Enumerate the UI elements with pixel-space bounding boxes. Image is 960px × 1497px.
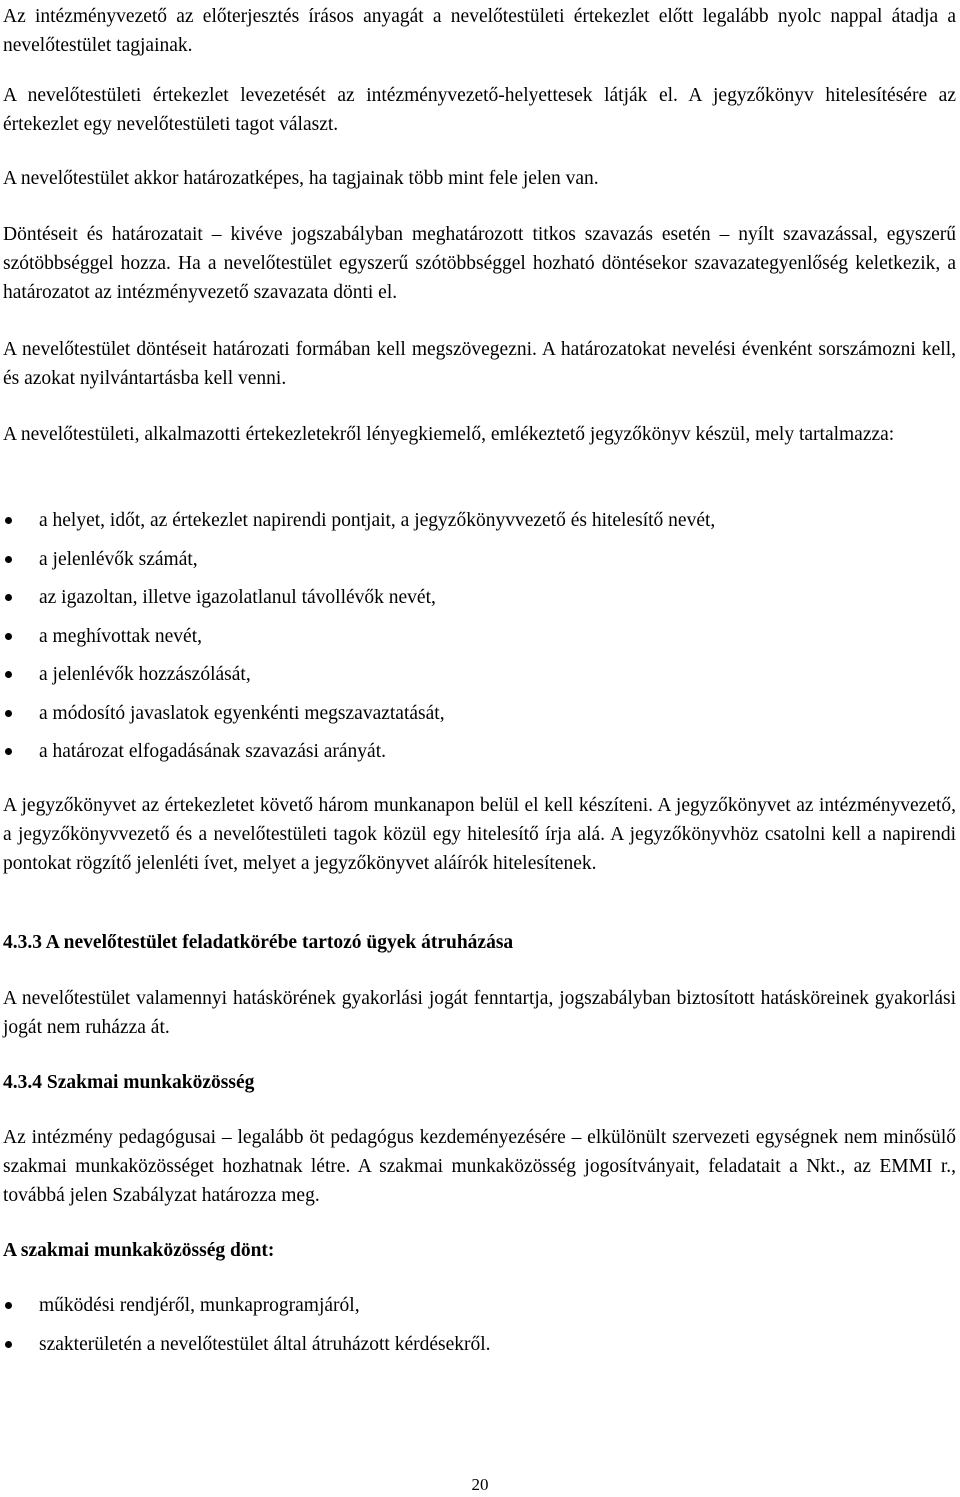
bullet-icon: [5, 633, 12, 640]
list-item: a határozat elfogadásának szavazási arányát.: [3, 737, 956, 776]
bullet-icon: [5, 748, 12, 755]
list-item: a meghívottak nevét,: [3, 622, 956, 661]
list-item: az igazoltan, illetve igazolatlanul távollévők nevét,: [3, 583, 956, 622]
paragraph-quorum: A nevelőtestület akkor határozatképes, ha tagjainak több mint fele jelen van.: [3, 168, 599, 189]
section-heading-delegation: 4.3.3 A nevelőtestület feladatkörébe tartozó ügyek átruházása: [3, 932, 514, 953]
bullet-icon: [5, 517, 12, 524]
paragraph-resolutions: A nevelőtestület döntéseit határozati formában kell megszövegezni. A határozatokat nevelési évenként sorszámozni kell, és azokat nyilvántartásba kell venni.: [3, 339, 956, 389]
paragraph-voting: Döntéseit és határozatait – kivéve jogszabályban meghatározott titkos szavazás esetén – nyílt szavazással, egyszerű szótöbbséggel hozza. Ha a nevelőtestület egyszerű szótöbbséggel hozható döntésekor szavazategyenlőség keletkezik, a határozatot az intézményvezető szavazata dönti el.: [3, 224, 956, 303]
bullet-icon: [5, 1302, 12, 1309]
paragraph-meeting-chair: A nevelőtestületi értekezlet levezetését az intézményvezető-helyettesek látják el. A jegyzőkönyv hitelesítésére az értekezlet egy nevelőtestületi tagot választ.: [3, 85, 956, 135]
working-group-decisions-list: [3, 1291, 956, 1368]
paragraph-submission: Az intézményvezető az előterjesztés írásos anyagát a nevelőtestületi értekezlet előtt legalább nyolc nappal átadja a nevelőtestület tagjainak.: [3, 6, 956, 56]
list-item: szakterületén a nevelőtestület által átruházott kérdésekről.: [3, 1330, 956, 1369]
bullet-icon: [5, 1341, 12, 1348]
section-heading-working-group: 4.3.4 Szakmai munkaközösség: [3, 1072, 255, 1093]
list-item: működési rendjéről, munkaprogramjáról,: [3, 1291, 956, 1330]
paragraph-delegation: A nevelőtestület valamennyi hatáskörének gyakorlási jogát fenntartja, jogszabályban biztosított hatásköreinek gyakorlási jogát nem ruházza át.: [3, 988, 956, 1038]
bullet-icon: [5, 671, 12, 678]
bullet-icon: [5, 594, 12, 601]
minutes-contents-list: [3, 506, 956, 776]
list-item: a módosító javaslatok egyenkénti megszavaztatását,: [3, 699, 956, 738]
paragraph-working-group: Az intézmény pedagógusai – legalább öt pedagógus kezdeményezésére – elkülönült szervezeti egységnek nem minősülő szakmai munkaközösséget hozhatnak létre. A szakmai munkaközösség jogosítványait, feladatait a Nkt., az EMMI r., továbbá jelen Szabályzat határozza meg.: [3, 1127, 956, 1206]
list-item: a jelenlévők számát,: [3, 545, 956, 584]
subheading-working-group-decides: A szakmai munkaközösség dönt:: [3, 1240, 275, 1261]
bullet-icon: [5, 556, 12, 563]
list-item: a helyet, időt, az értekezlet napirendi pontjait, a jegyzőkönyvvezető és hitelesítő nevét,: [3, 506, 956, 545]
paragraph-minutes-intro: A nevelőtestületi, alkalmazotti értekezletekről lényegkiemelő, emlékeztető jegyzőkönyv készül, mely tartalmazza:: [3, 424, 895, 445]
paragraph-minutes-deadline: A jegyzőkönyvet az értekezletet követő három munkanapon belül el kell készíteni. A jegyzőkönyvet az intézményvezető, a jegyzőkönyvvezető és a nevelőtestületi tagok közül egy hitelesítő írja alá. A jegyzőkönyvhöz csatolni kell a napirendi pontokat rögzítő jelenléti ívet, melyet a jegyzőkönyvet aláírók hitelesítenek.: [3, 795, 956, 874]
bullet-icon: [5, 710, 12, 717]
list-item: a jelenlévők hozzászólását,: [3, 660, 956, 699]
page-number: 20: [471, 1475, 489, 1494]
